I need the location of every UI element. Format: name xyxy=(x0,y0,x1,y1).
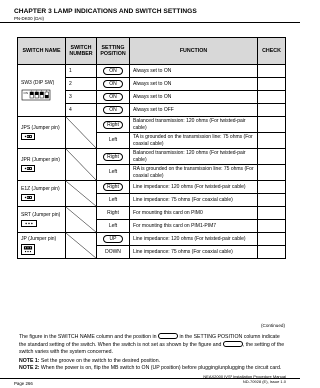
check-cell xyxy=(258,246,286,259)
svg-text:3: 3 xyxy=(41,90,43,93)
switch-name-cell xyxy=(18,117,66,149)
col-function: FUNCTION xyxy=(130,38,258,65)
continued-label: (Continued) xyxy=(260,323,285,328)
note-label: NOTE 2: xyxy=(19,365,40,371)
switch-name-cell xyxy=(18,233,66,259)
table-header-row xyxy=(18,38,286,65)
col-switch-name: SWITCH NAME xyxy=(18,38,66,65)
switch-number-na xyxy=(66,117,97,149)
jumper-pin-icon xyxy=(21,133,35,140)
switch-name: SW3 (DIP SW) xyxy=(21,80,55,87)
check-cell xyxy=(258,165,286,181)
table-row xyxy=(18,181,286,194)
chapter-title: CHAPTER 3 LAMP INDICATIONS AND SWITCH SETTINGS xyxy=(14,8,197,15)
function-text: Always set to ON xyxy=(130,78,258,91)
note-text: When the power is on, flip the MB switch to ON (UP position) before plugging/unplugging the circuit card. xyxy=(40,365,282,371)
function-text: Balanced transmission: 120 ohms (For twisted-pair cable) xyxy=(130,149,258,165)
check-cell xyxy=(258,133,286,149)
document-number: ND-70928 (E), Issue 1.0 xyxy=(242,378,286,384)
svg-text:ON: ON xyxy=(23,90,28,95)
position-box-icon xyxy=(158,333,178,339)
switch-number: 4 xyxy=(66,104,97,117)
switch-name: SRT (Jumper pin) xyxy=(21,211,61,218)
setting-position: Right xyxy=(97,207,130,220)
function-text: Always set to ON xyxy=(130,65,258,78)
header-rule xyxy=(0,22,300,23)
check-cell xyxy=(258,78,286,91)
function-text: TA is grounded on the transmission line: 75 ohms (For coaxial cable) xyxy=(130,133,258,149)
dip-switch-icon xyxy=(21,89,51,101)
check-cell xyxy=(258,220,286,233)
function-text: Line impedance: 75 ohms (For coaxial cable) xyxy=(130,194,258,207)
table-row xyxy=(18,207,286,220)
position-box-icon xyxy=(223,341,243,347)
page-number: Page 266 xyxy=(14,381,33,386)
jumper-pin-icon xyxy=(21,194,35,201)
switch-number: 2 xyxy=(66,78,97,91)
setting-position-cell xyxy=(97,117,130,133)
footer-doc-info xyxy=(203,375,286,385)
check-cell xyxy=(258,65,286,78)
switch-name: JPR (Jumper pin) xyxy=(21,156,60,163)
setting-position: ON xyxy=(103,67,123,75)
setting-position: Right xyxy=(103,183,123,191)
table-row xyxy=(18,233,286,246)
switch-name: E1Z (Jumper pin) xyxy=(21,185,60,192)
card-name: PN-DK00 (DAI) xyxy=(14,15,45,21)
table-row xyxy=(18,149,286,165)
setting-position: UP xyxy=(103,235,123,243)
jumper-pin-vertical-icon xyxy=(21,244,35,255)
jumper-pin-icon xyxy=(21,220,37,227)
check-cell xyxy=(258,181,286,194)
switch-name-cell xyxy=(18,181,66,207)
switch-name: JP (Jumper pin) xyxy=(21,235,57,242)
setting-position: Right xyxy=(103,121,123,129)
col-check: CHECK xyxy=(258,38,286,65)
setting-position: Left xyxy=(97,165,130,181)
setting-position: DOWN xyxy=(97,246,130,259)
setting-position-cell xyxy=(97,91,130,104)
setting-position: ON xyxy=(103,80,123,88)
note-text: Set the groove on the switch to the desired position. xyxy=(40,358,161,364)
switch-number: 1 xyxy=(66,65,97,78)
setting-position: ON xyxy=(103,106,123,114)
svg-text:4: 4 xyxy=(46,90,48,93)
check-cell xyxy=(258,233,286,246)
setting-position-cell xyxy=(97,104,130,117)
svg-text:1: 1 xyxy=(31,90,33,93)
function-text: RA is grounded on the transmission line: 75 ohms (For coaxial cable) xyxy=(130,165,258,181)
paragraph-part-3: , the setting of the switch varies with the system concerned. xyxy=(19,342,285,356)
col-setting-position: SETTING POSITION xyxy=(97,38,130,65)
function-text: For mounting this card on PIM0 xyxy=(130,207,258,220)
function-text: Always set to ON xyxy=(130,91,258,104)
note-1 xyxy=(19,358,285,365)
setting-position-cell xyxy=(97,78,130,91)
switch-number: 3 xyxy=(66,91,97,104)
setting-position: ON xyxy=(103,93,123,101)
switch-number-na xyxy=(66,207,97,233)
svg-text:2: 2 xyxy=(36,90,38,93)
function-text: Line impedance: 120 ohms (For twisted-pair cable) xyxy=(130,233,258,246)
table-row xyxy=(18,65,286,78)
check-cell xyxy=(258,104,286,117)
switch-number-na xyxy=(66,149,97,181)
col-switch-number: SWITCH NUMBER xyxy=(66,38,97,65)
switch-number-na xyxy=(66,181,97,207)
note-2 xyxy=(19,365,285,372)
paragraph-part-2: in the SETTING POSITION column indicate the standard setting of the switch. When the switch is not set as shown by the figure and xyxy=(19,334,280,349)
jumper-pin-icon xyxy=(21,165,35,172)
manual-title: NEAX2000 IVS² Installation Procedure Manual xyxy=(203,374,286,379)
setting-position-cell xyxy=(97,149,130,165)
setting-position: Left xyxy=(97,194,130,207)
setting-position: Left xyxy=(97,220,130,233)
function-text: Balanced transmission: 120 ohms (For twisted-pair cable) xyxy=(130,117,258,133)
page-header xyxy=(14,9,197,21)
function-text: Line impedance: 120 ohms (For twisted-pair cable) xyxy=(130,181,258,194)
function-text: Line impedance: 75 ohms (For coaxial cable) xyxy=(130,246,258,259)
check-cell xyxy=(258,117,286,133)
setting-position: Right xyxy=(103,153,123,161)
switch-number-na xyxy=(66,233,97,259)
check-cell xyxy=(258,91,286,104)
function-text: Always set to OFF xyxy=(130,104,258,117)
paragraph-part-1: The figure in the SWITCH NAME column and the position in xyxy=(19,334,157,340)
setting-position-cell xyxy=(97,233,130,246)
setting-position-cell xyxy=(97,65,130,78)
switch-settings-table xyxy=(17,37,286,259)
check-cell xyxy=(258,149,286,165)
switch-name: JPS (Jumper pin) xyxy=(21,124,60,131)
switch-name-cell xyxy=(18,207,66,233)
setting-position: Left xyxy=(97,133,130,149)
switch-name-cell xyxy=(18,149,66,181)
table-row xyxy=(18,117,286,133)
switch-name-cell xyxy=(18,65,66,117)
note-label: NOTE 1: xyxy=(19,358,40,364)
check-cell xyxy=(258,194,286,207)
explanation-paragraph xyxy=(19,333,285,356)
setting-position-cell xyxy=(97,181,130,194)
function-text: For mounting this card on PIM1-PIM7 xyxy=(130,220,258,233)
check-cell xyxy=(258,207,286,220)
